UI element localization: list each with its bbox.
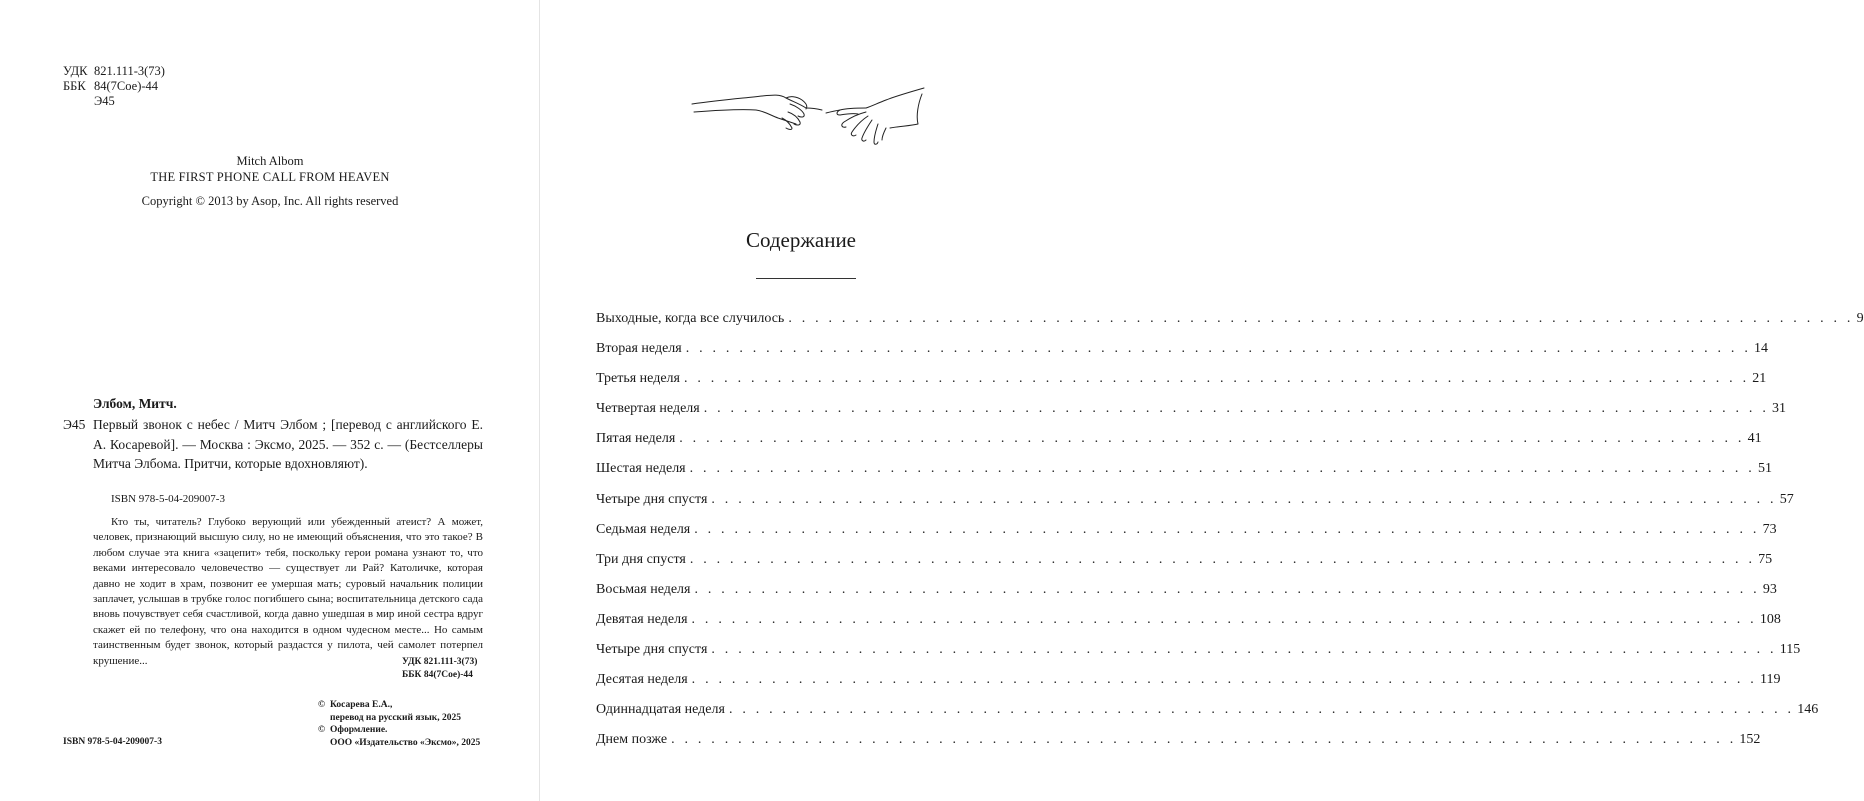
toc-entry xyxy=(596,461,1772,491)
publisher: ООО «Издательство «Эксмо», 2025 xyxy=(330,737,481,748)
toc-leader-dots: . . . . . . . . . . . . . . . . . . . . . . . . . . . . . . . . . . . . . . . . . . . . . . . . . . . . . . . . . . . . . . . . . . . . . . . . . . . . . . . . xyxy=(711,642,1777,658)
toc-entry-page: 152 xyxy=(1739,732,1761,748)
toc-leader-dots: . . . . . . . . . . . . . . . . . . . . . . . . . . . . . . . . . . . . . . . . . . . . . . . . . . . . . . . . . . . . . . . . . . . . . . . . . . . . . . . . xyxy=(685,341,1752,357)
copyright-symbol: © xyxy=(318,725,326,735)
annotation-classification xyxy=(402,656,477,681)
bib-description: Первый звонок с небес / Митч Элбом ; [перевод с английского Е. А. Косаревой]. — Москва : Эксмо, 2025. — 352 с. — (Бестселлеры Митча Элбома. Притчи, которые вдохновляют). xyxy=(93,417,483,471)
toc-entry xyxy=(596,611,1781,642)
bib-code: Э45 xyxy=(63,417,86,432)
contents-title: Содержание xyxy=(745,228,857,252)
toc-entry-page: 31 xyxy=(1772,401,1787,417)
toc-entry-title: Пятая неделя xyxy=(596,431,676,447)
imprint-page xyxy=(0,0,540,801)
toc-entry xyxy=(596,341,1769,371)
toc-entry-title: Десятая неделя xyxy=(596,672,688,688)
toc-leader-dots: . . . . . . . . . . . . . . . . . . . . . . . . . . . . . . . . . . . . . . . . . . . . . . . . . . . . . . . . . . . . . . . . . . . . . . . . . . . . . . . . xyxy=(691,611,1757,627)
toc-entry-page: 108 xyxy=(1759,611,1781,627)
toc-entry xyxy=(596,431,1762,461)
annotation: Кто ты, читатель? Глубоко верующий или убежденный атеист? А может, человек, признающий высшую силу, но не имеющий объяснения, что это такое? В любом случае эта книга «зацепит» тебя, поскольку герои романа узнают то, что веками интересовало человечество — существует ли Рай? Католичке, которая давно не ходит в храм, позвонит ее умершая мать; суровый начальник полиции заплачет, услышав в трубке голос погибшего сына; воспитательница детского сада вновь почувствует себя счастливой, когда давно ушедшая в мир иной сестра вдруг скажет ей по телефону, что она находится в одном чудесном месте... Но самым таинственным будет звонок, который раздастся у пилота, чей самолет потерпел крушение... xyxy=(93,516,483,667)
copyright-symbol: © xyxy=(318,700,326,710)
bib-isbn: ISBN 978-5-04-209007-3 xyxy=(111,493,225,505)
toc-entry xyxy=(596,581,1777,612)
toc-leader-dots: . . . . . . . . . . . . . . . . . . . . . . . . . . . . . . . . . . . . . . . . . . . . . . . . . . . . . . . . . . . . . . . . . . . . . . . . . . . . . . . . xyxy=(691,672,1757,688)
toc-entry-page: 93 xyxy=(1762,581,1777,597)
isbn-footer: ISBN 978-5-04-209007-3 xyxy=(63,737,162,747)
table-of-contents xyxy=(596,311,1864,762)
toc-entry xyxy=(596,732,1761,762)
bbk-line: ББК 84(7Сое)-44 xyxy=(402,669,473,680)
toc-entry-title: Днем позже xyxy=(596,732,668,748)
toc-entry-title: Четыре дня спустя xyxy=(596,642,708,658)
toc-entry-page: 73 xyxy=(1762,521,1777,537)
classification-block xyxy=(63,64,165,109)
udk-line: УДК 821.111-3(73) xyxy=(402,657,478,667)
original-copyright: Copyright © 2013 by Asop, Inc. All rights reserved xyxy=(141,194,399,208)
udk-value: 821.111-3(73) xyxy=(94,64,165,78)
toc-entry-page: 51 xyxy=(1757,461,1772,477)
toc-leader-dots: . . . . . . . . . . . . . . . . . . . . . . . . . . . . . . . . . . . . . . . . . . . . . . . . . . . . . . . . . . . . . . . . . . . . . . . . . . . . . . . . xyxy=(694,521,1760,537)
translator-note: перевод на русский язык, 2025 xyxy=(330,712,461,723)
toc-entry-title: Одиннадцатая неделя xyxy=(596,702,725,718)
toc-entry-title: Вторая неделя xyxy=(596,341,682,357)
toc-entry xyxy=(596,401,1787,431)
toc-entry-page: 14 xyxy=(1754,341,1769,357)
toc-entry-page: 115 xyxy=(1779,642,1801,658)
hands-creation-icon xyxy=(690,82,926,148)
toc-entry xyxy=(596,521,1777,552)
toc-entry-title: Девятая неделя xyxy=(596,611,688,627)
toc-leader-dots: . . . . . . . . . . . . . . . . . . . . . . . . . . . . . . . . . . . . . . . . . . . . . . . . . . . . . . . . . . . . . . . . . . . . . . . . . . . . . . . . xyxy=(703,401,1770,417)
toc-entry-title: Три дня спустя xyxy=(596,551,686,567)
toc-entry-title: Шестая неделя xyxy=(596,461,686,477)
translator-name: Косарева Е.А., xyxy=(330,700,393,710)
toc-entry-title: Восьмая неделя xyxy=(596,581,691,597)
toc-entry xyxy=(596,551,1773,582)
bib-author: Элбом, Митч. xyxy=(93,396,177,411)
toc-entry-title: Выходные, когда все случилось xyxy=(596,311,785,326)
toc-entry-title: Четвертая неделя xyxy=(596,401,700,417)
toc-entry-title: Четыре дня спустя xyxy=(596,491,708,507)
toc-leader-dots: . . . . . . . . . . . . . . . . . . . . . . . . . . . . . . . . . . . . . . . . . . . . . . . . . . . . . . . . . . . . . . . . . . . . . . . . . . . . . . . . xyxy=(711,491,1777,507)
toc-leader-dots: . . . . . . . . . . . . . . . . . . . . . . . . . . . . . . . . . . . . . . . . . . . . . . . . . . . . . . . . . . . . . . . . . . . . . . . . . . . . . . . . xyxy=(671,732,1737,748)
copyright-notices xyxy=(318,699,480,749)
original-title: THE FIRST PHONE CALL FROM HEAVEN xyxy=(150,170,390,184)
toc-leader-dots: . . . . . . . . . . . . . . . . . . . . . . . . . . . . . . . . . . . . . . . . . . . . . . . . . . . . . . . . . . . . . . . . . . . . . . . . . . . . . . . . xyxy=(728,702,1795,718)
contents-page xyxy=(540,0,1864,801)
toc-entry xyxy=(596,491,1794,522)
toc-entry xyxy=(596,311,1864,341)
title-rule xyxy=(756,278,856,279)
toc-leader-dots: . . . . . . . . . . . . . . . . . . . . . . . . . . . . . . . . . . . . . . . . . . . . . . . . . . . . . . . . . . . . . . . . . . . . . . . . . . . . . . . . xyxy=(788,311,1854,326)
toc-entry-page: 41 xyxy=(1747,431,1762,447)
toc-entry xyxy=(596,702,1819,732)
toc-leader-dots: . . . . . . . . . . . . . . . . . . . . . . . . . . . . . . . . . . . . . . . . . . . . . . . . . . . . . . . . . . . . . . . . . . . . . . . . . . . . . . . . xyxy=(689,551,1756,567)
udk-key: УДК xyxy=(63,64,88,78)
toc-leader-dots: . . . . . . . . . . . . . . . . . . . . . . . . . . . . . . . . . . . . . . . . . . . . . . . . . . . . . . . . . . . . . . . . . . . . . . . . . . . . . . . . xyxy=(689,461,1755,477)
toc-entry-page: 21 xyxy=(1752,371,1767,387)
toc-entry-page: 75 xyxy=(1758,551,1773,567)
toc-leader-dots: . . . . . . . . . . . . . . . . . . . . . . . . . . . . . . . . . . . . . . . . . . . . . . . . . . . . . . . . . . . . . . . . . . . . . . . . . . . . . . . . xyxy=(683,371,1750,387)
toc-entry xyxy=(596,672,1781,702)
toc-entry-page: 9 xyxy=(1856,311,1864,326)
toc-entry xyxy=(596,371,1767,401)
toc-leader-dots: . . . . . . . . . . . . . . . . . . . . . . . . . . . . . . . . . . . . . . . . . . . . . . . . . . . . . . . . . . . . . . . . . . . . . . . . . . . . . . . . xyxy=(694,581,1760,597)
toc-entry-page: 57 xyxy=(1779,491,1794,507)
toc-entry xyxy=(596,642,1801,672)
bbk-value: 84(7Сое)-44 xyxy=(94,79,159,93)
toc-leader-dots: . . . . . . . . . . . . . . . . . . . . . . . . . . . . . . . . . . . . . . . . . . . . . . . . . . . . . . . . . . . . . . . . . . . . . . . . . . . . . . . . xyxy=(679,431,1745,447)
original-author: Mitch Albom xyxy=(236,154,304,168)
toc-entry-title: Седьмая неделя xyxy=(596,521,691,537)
toc-entry-page: 146 xyxy=(1797,702,1819,718)
author-code: Э45 xyxy=(94,94,115,108)
design-label: Оформление. xyxy=(330,725,388,735)
toc-entry-title: Третья неделя xyxy=(596,371,680,387)
bbk-key: ББК xyxy=(63,79,86,93)
toc-entry-page: 119 xyxy=(1759,672,1781,688)
